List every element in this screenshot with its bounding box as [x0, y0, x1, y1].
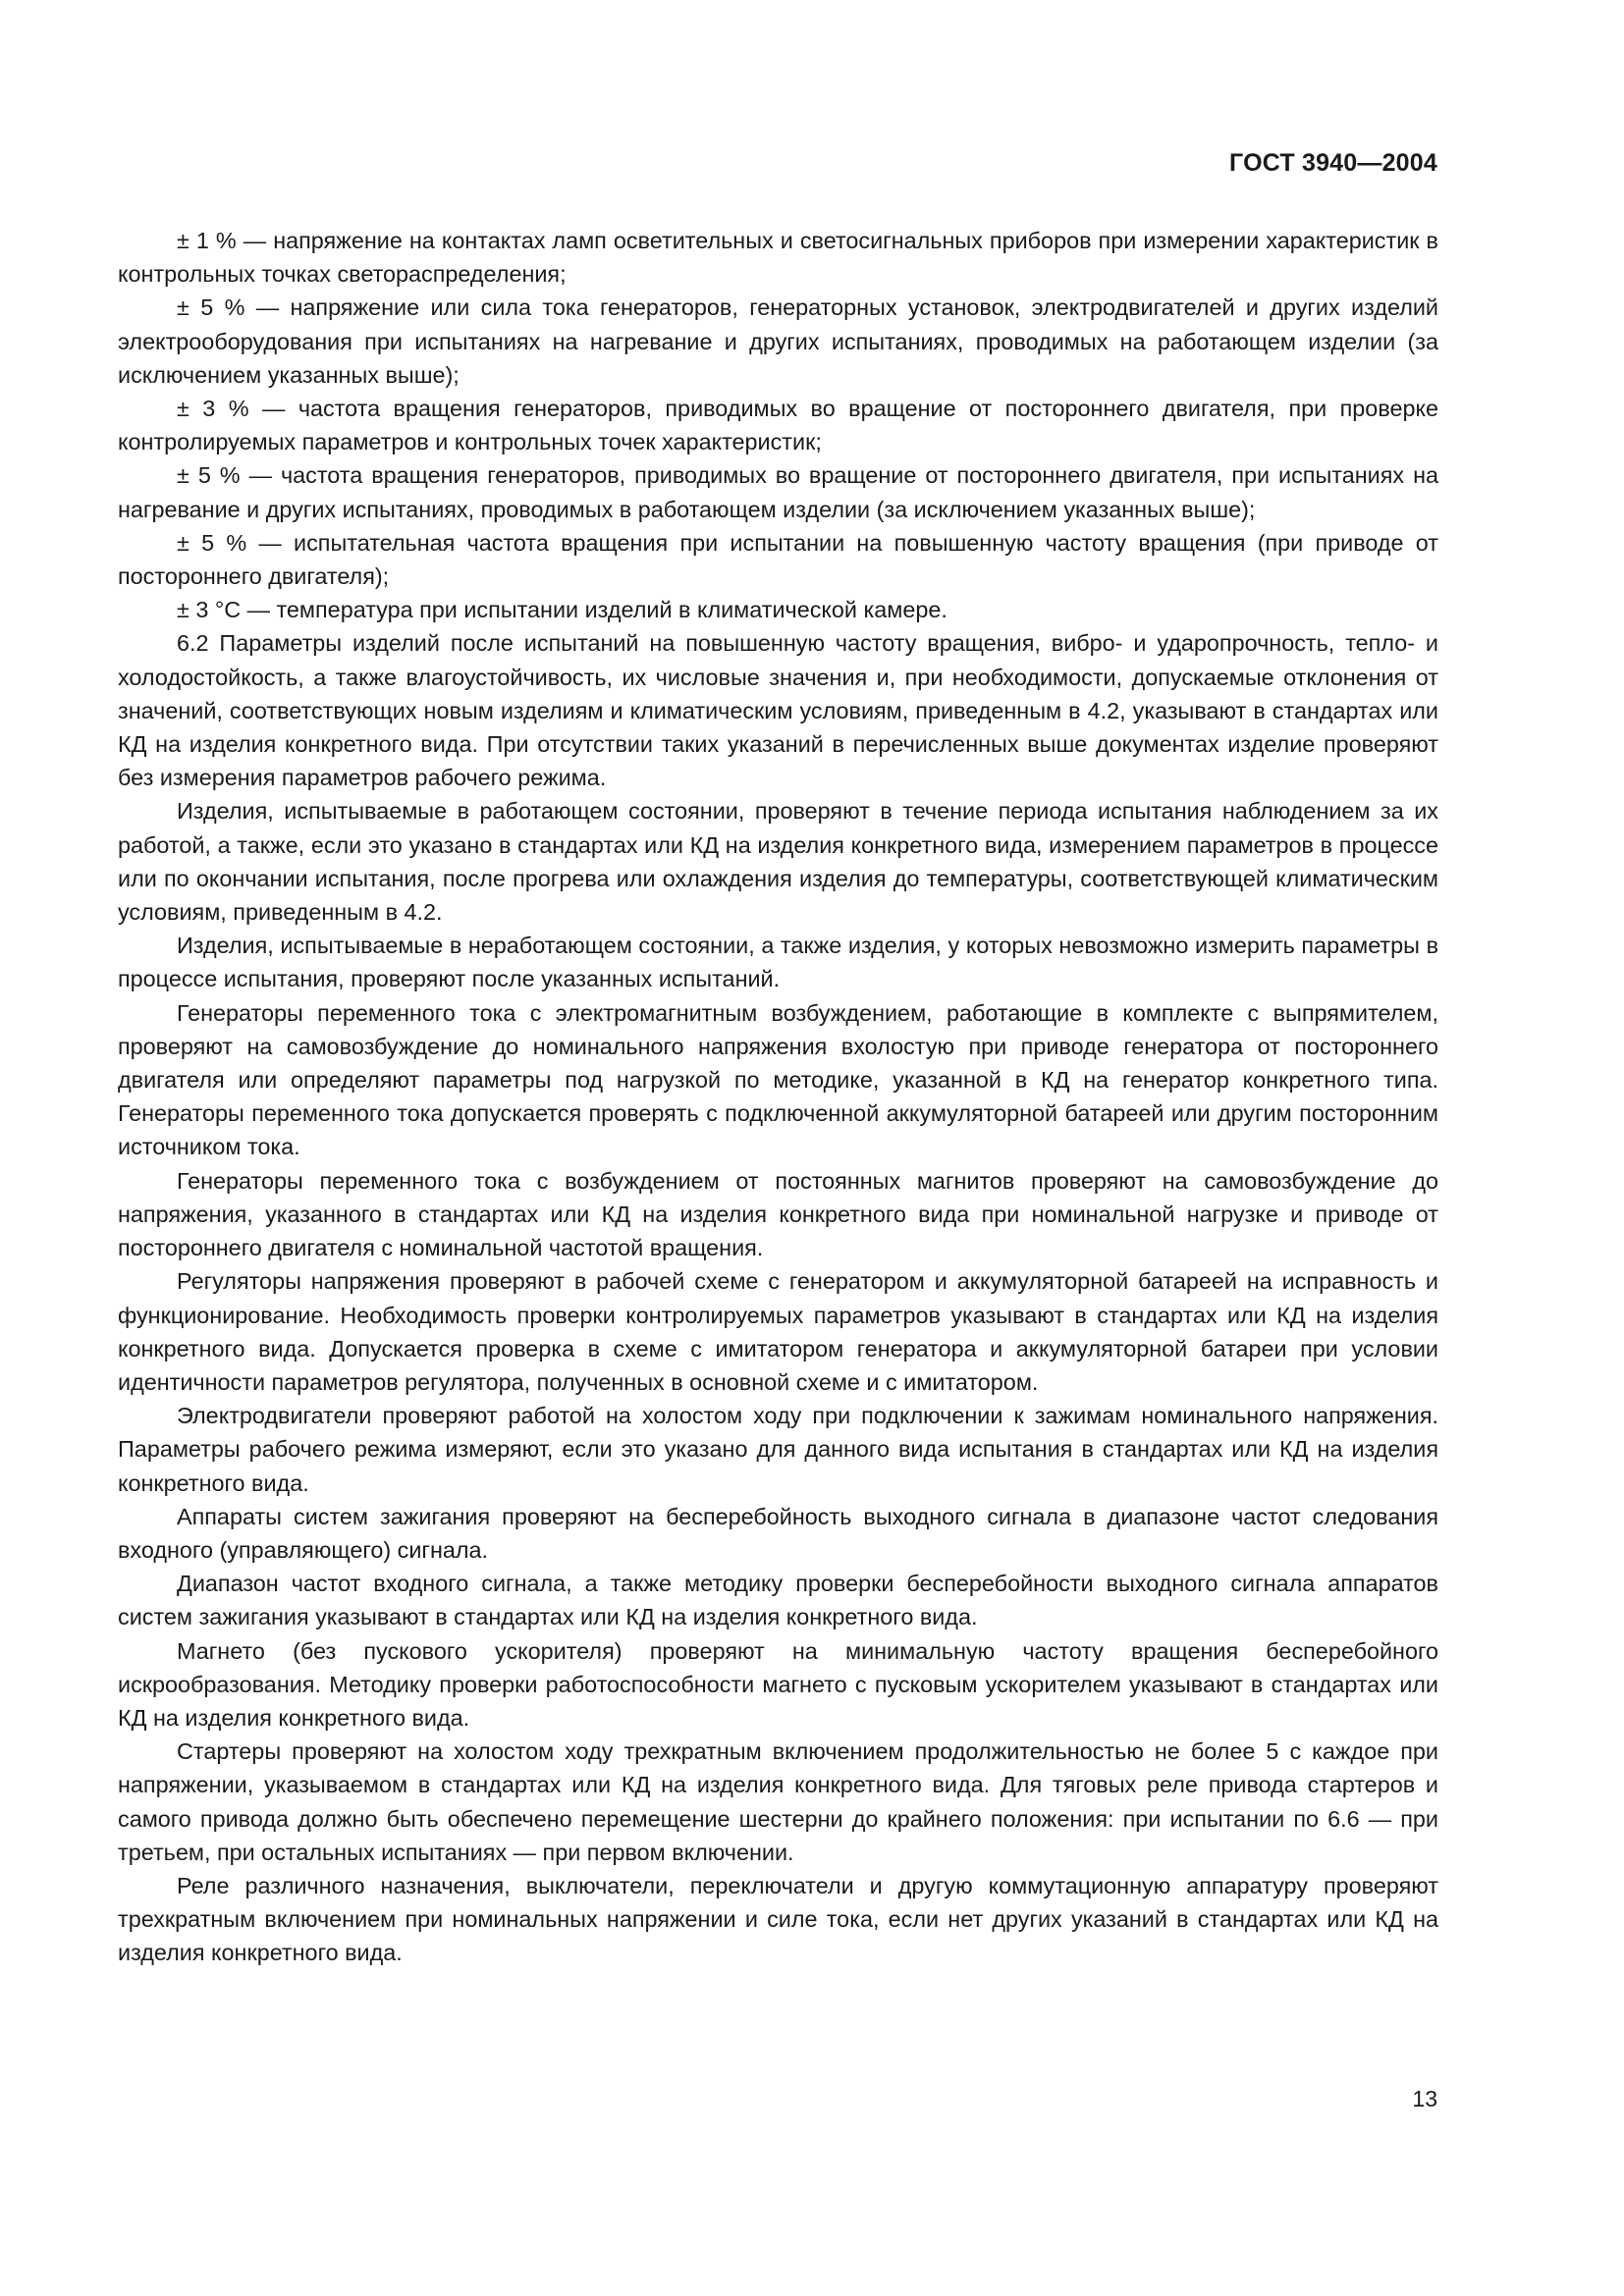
- paragraph: ± 5 % — напряжение или сила тока генераторов, генераторных установок, электродвигателей и других изделий электрооборудования при испытаниях на нагревание и других испытаниях, проводимых на работающем изделии (за исключением указанных выше);: [118, 294, 1438, 388]
- standard-code-header: ГОСТ 3940—2004: [1229, 149, 1437, 177]
- paragraph: Изделия, испытываемые в неработающем состоянии, а также изделия, у которых невозможно измерить параметры в процессе испытания, проверяют после указанных испытаний.: [118, 933, 1438, 992]
- paragraph: Магнето (без пускового ускорителя) проверяют на минимальную частоту вращения бесперебойного искрообразования. Методику проверки работоспособности магнето с пусковым ускорителем указывают в стандартах или КД на изделия конкретного вида.: [118, 1637, 1438, 1731]
- paragraph: Генераторы переменного тока с электромагнитным возбуждением, работающие в комплекте с выпрямителем, проверяют на самовозбуждение до номинального напряжения вхолостую при приводе генератора от постороннего двигателя или определяют параметры под нагрузкой по методике, указанной в КД на генератор конкретного типа. Генераторы переменного тока допускается проверять с подключенной аккумуляторной батареей или другим посторонним источником тока.: [118, 999, 1438, 1160]
- paragraph: Реле различного назначения, выключатели, переключатели и другую коммутационную аппаратуру проверяют трехкратным включением при номинальных напряжении и силе тока, если нет других указаний в стандартах или КД на изделия конкретного вида.: [118, 1872, 1438, 1966]
- paragraph: ± 5 % — частота вращения генераторов, приводимых во вращение от постороннего двигателя, при испытаниях на нагревание и других испытаниях, проводимых в работающем изделии (за исключением указанных выше);: [118, 462, 1438, 522]
- paragraph: Диапазон частот входного сигнала, а также методику проверки бесперебойности выходного сигнала аппаратов систем зажигания указывают в стандартах или КД на изделия конкретного вида.: [118, 1571, 1438, 1630]
- paragraph: ± 3 °С — температура при испытании изделий в климатической камере.: [177, 597, 947, 623]
- paragraph: Изделия, испытываемые в работающем состоянии, проверяют в течение периода испытания наблюдением за их работой, а также, если это указано в стандартах или КД на изделия конкретного вида, измерением параметров в процессе или по окончании испытания, после прогрева или охлаждения изделия до температуры, соответствующей климатическим условиям, приведенным в 4.2.: [118, 798, 1438, 926]
- paragraph: ± 1 % — напряжение на контактах ламп осветительных и светосигнальных приборов при измерении характеристик в контрольных точках светораспределения;: [118, 228, 1438, 288]
- paragraph: Стартеры проверяют на холостом ходу трехкратным включением продолжительностью не более 5 с каждое при напряжении, указываемом в стандартах или КД на изделия конкретного вида. Для тяговых реле привода стартеров и самого привода должно быть обеспечено перемещение шестерни до крайнего положения: при испытании по 6.6 — при третьем, при остальных испытаниях — при первом включении.: [118, 1738, 1438, 1865]
- document-body: [118, 224, 1438, 1970]
- paragraph: Аппараты систем зажигания проверяют на бесперебойность выходного сигнала в диапазоне частот следования входного (управляющего) сигнала.: [118, 1503, 1438, 1563]
- page-number: 13: [1412, 2086, 1437, 2111]
- paragraph: Электродвигатели проверяют работой на холостом ходу при подключении к зажимам номинального напряжения. Параметры рабочего режима измеряют, если это указано для данного вида испытания в стандартах или КД на изделия конкретного вида.: [118, 1403, 1438, 1496]
- paragraph: 6.2 Параметры изделий после испытаний на повышенную частоту вращения, вибро- и ударопрочность, тепло- и холодостойкость, а также влагоустойчивость, их числовые значения и, при необходимости, допускаемые отклонения от значений, соответствующих новым изделиям и климатическим условиям, приведенным в 4.2, указывают в стандартах или КД на изделия конкретного вида. При отсутствии таких указаний в перечисленных выше документах изделие проверяют без измерения параметров рабочего режима.: [118, 630, 1438, 791]
- paragraph: ± 3 % — частота вращения генераторов, приводимых во вращение от постороннего двигателя, при проверке контролируемых параметров и контрольных точек характеристик;: [118, 396, 1438, 455]
- paragraph: Генераторы переменного тока с возбуждением от постоянных магнитов проверяют на самовозбуждение до напряжения, указанного в стандартах или КД на изделия конкретного вида при номинальной нагрузке и приводе от постороннего двигателя с номинальной частотой вращения.: [118, 1167, 1438, 1261]
- paragraph: ± 5 % — испытательная частота вращения при испытании на повышенную частоту вращения (при приводе от постороннего двигателя);: [118, 529, 1438, 590]
- paragraph: Регуляторы напряжения проверяют в рабочей схеме с генератором и аккумуляторной батареей на исправность и функционирование. Необходимость проверки контролируемых параметров указывают в стандартах или КД на изделия конкретного вида. Допускается проверка в схеме с имитатором генератора и аккумуляторной батареи при условии идентичности параметров регулятора, полученных в основной схеме и с имитатором.: [118, 1268, 1438, 1395]
